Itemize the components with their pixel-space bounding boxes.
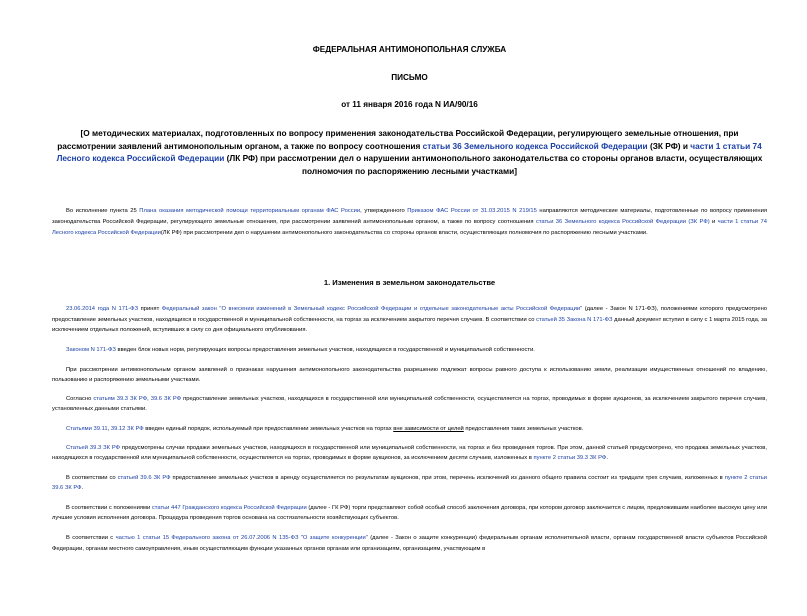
link-law-171[interactable]: Законом N 171-ФЗ	[66, 346, 116, 353]
paragraph-text: введен блок новых норм, регулирующих вопросы предоставления земельных участков, находящихся в государственной и муниципальной собственности.	[115, 346, 535, 353]
section-heading: 1. Изменения в земельном законодательстве	[323, 278, 496, 288]
paragraph-text: ,	[107, 425, 111, 432]
link-zk-36[interactable]: статьи 36 Земельного кодекса Российской Федерации (ЗК РФ)	[535, 218, 710, 225]
paragraph-text: предоставления таких земельных участков.	[463, 425, 584, 432]
link-law-171[interactable]: 23.06.2014 года N 171-ФЗ	[66, 306, 139, 313]
link-zk-39-3-p2[interactable]: пункте 2 статьи 39.3 ЗК РФ	[533, 455, 607, 462]
link-article-35[interactable]: статьей 35 Закона N 171-ФЗ	[536, 316, 613, 323]
paragraph-text: (ЛК РФ) при рассмотрении дел о нарушении антимонопольного законодательства со стороны органов власти, осуществляющих полномочия по распоряжению лесными участками.	[160, 229, 648, 236]
paragraph-text: .	[81, 485, 84, 492]
paragraph-9	[52, 533, 767, 554]
link-zk-39-6[interactable]: 39.6 ЗК РФ	[150, 395, 182, 402]
link-zk-39-6[interactable]: статьей 39.6 ЗК РФ	[117, 474, 171, 481]
link-gk-447[interactable]: статьи 447 Гражданского кодекса Российской Федерации	[151, 504, 307, 511]
subject-link-lk-74[interactable]: части 1 статьи 74 Лесного кодекса Российской Федерации	[56, 140, 762, 164]
document-date-number: от 11 января 2016 года N ИА/90/16	[341, 100, 478, 109]
paragraph-text: , утвержденного	[360, 208, 408, 215]
paragraph-text: Во исполнение пункта 25	[66, 208, 140, 215]
link-plan-fas[interactable]: Плана оказания методической помощи территориальным органам ФАС России	[139, 208, 361, 215]
intro-paragraph	[52, 206, 767, 238]
agency-title: ФЕДЕРАЛЬНАЯ АНТИМОНОПОЛЬНАЯ СЛУЖБА	[312, 45, 507, 54]
subject-link-zk-36[interactable]: статьи 36 Земельного кодекса Российской Федерации	[422, 140, 648, 151]
paragraph-5	[52, 424, 767, 435]
link-zk-39-3[interactable]: статьям 39.3 ЗК РФ	[93, 395, 148, 402]
paragraph-4	[52, 394, 767, 415]
paragraph-text: и	[709, 218, 718, 225]
paragraph-text: В соответствии с	[66, 535, 116, 542]
paragraph-text: предоставление земельных участков, находящихся в государственной или муниципальной собственности, осуществляется на торгах, проводимых в форме аукционов, за исключением закрытого перечня случаев, установленных данными статьями.	[52, 395, 767, 413]
underlined-text: вне зависимости от целей	[393, 425, 464, 432]
document-page	[0, 45, 807, 616]
paragraph-text: принят	[138, 306, 162, 313]
paragraph-7	[52, 473, 767, 494]
subject-text: (ЛК РФ) при рассмотрении дел о нарушении антимонопольного законодательства со стороны органов власти, осуществляющих полномочия по распоряжению лесными участками]	[224, 153, 763, 176]
paragraph-2	[52, 345, 767, 356]
link-zk-39-6-p2[interactable]: пункте 2 статьи 39.6 ЗК РФ	[52, 474, 767, 492]
paragraph-text: введен единый порядок, используемый при предоставлении земельных участков на торгах	[143, 425, 394, 432]
link-federal-law[interactable]: Федеральный закон "О внесении изменений в Земельный кодекс Российской Федерации и отдельные законодательные акты Российской Федерации"	[161, 306, 583, 313]
link-law-135[interactable]: частью 1 статьи 15 Федерального закона от 26.07.2006 N 135-ФЗ "О защите конкуренции"	[115, 535, 368, 542]
paragraph-text: данный документ вступил в силу с 1 марта 2015 года, за исключением отдельных положений, вступивших в силу со дня официального опубликования.	[52, 316, 767, 334]
paragraph-text: .	[606, 455, 608, 462]
paragraph-text: В соответствии со	[66, 474, 118, 481]
subject-text: (ЗК РФ) и	[647, 140, 691, 151]
link-lk-74[interactable]: части 1 статьи 74 Лесного кодекса Российской Федерации	[52, 218, 767, 236]
paragraph-text: предоставление земельных участков в аренду осуществляется по результатам аукционов, при этом, перечень исключений из данного общего правила состоит из тридцати трех случаев, изложенных в	[170, 474, 725, 481]
paragraph-text: (далее - ГК РФ) торги представляют собой особый способ заключения договора, при котором договор заключается с лицом, предложившим наиболее высокую цену или лучшие условия исполнения договора. Процедура проведения торгов основана на состязательности хозяйствующих субъектов.	[52, 504, 767, 522]
document-subject	[52, 127, 767, 177]
link-zk-39-12[interactable]: 39.12 ЗК РФ	[110, 425, 144, 432]
paragraph-text: ,	[147, 395, 151, 402]
paragraph-text: Согласно	[66, 395, 94, 402]
paragraph-8	[52, 503, 767, 524]
paragraph-6	[52, 443, 767, 464]
document-type: ПИСЬМО	[391, 73, 428, 82]
paragraph-text: направляются методические материалы, подготовленные по вопросу применения законодательства Российской Федерации, регулирующего земельные отношения, при рассмотрении заявлений антимонопольным органом, а также по вопросу соотношения	[52, 208, 767, 225]
paragraph-1	[52, 304, 767, 336]
paragraph-text: (далее - Закон N 171-ФЗ), положениями которого предусмотрено предоставление земельных участков, находящихся в государственной и муниципальной собственности, на торгах за исключением закрытого перечня случаев. В соответствии со	[52, 306, 767, 323]
link-zk-39-3[interactable]: Статьей 39.3 ЗК РФ	[66, 444, 121, 451]
paragraph-text: В соответствии с положениями	[66, 504, 152, 511]
paragraph-text: предусмотрены случаи продажи земельных участков, находящихся в государственной или муниципальной собственности, на торгах и без проведения торгов. При этом, данной статьей предусмотрено, что продажа земельных участков, находящихся в государственной или муниципальной собственности, осуществляется на торгах, проводимых в форме аукционов, за исключением десяти случаев, изложенных в	[52, 444, 767, 462]
paragraph-3: При рассмотрении антимонопольным органом заявлений о признаках нарушения антимонопольного законодательства разрешению подлежат вопросы равного доступа к использованию земли, реализации имущественных отношений по владению, пользованию и распоряжению земельными участками.	[52, 366, 767, 384]
paragraph-text: (далее - Закон о защите конкуренции) федеральным органам исполнительной власти, органам государственной власти субъектов Российской Федерации, органам местного самоуправления, иным осуществляющим функции указанных органов органам или организациям, организациям, участвующим в	[52, 535, 768, 552]
link-order-fas[interactable]: Приказом ФАС России от 31.03.2015 N 219/15	[407, 208, 537, 215]
link-zk-39-11[interactable]: Статьями 39.11	[66, 425, 108, 432]
subject-text: [О методических материалах, подготовленных по вопросу применения законодательства Российской Федерации, регулирующего земельные отношения, при рассмотрении заявлений антимонопольным органом, а также по вопросу соотношения	[57, 128, 739, 151]
